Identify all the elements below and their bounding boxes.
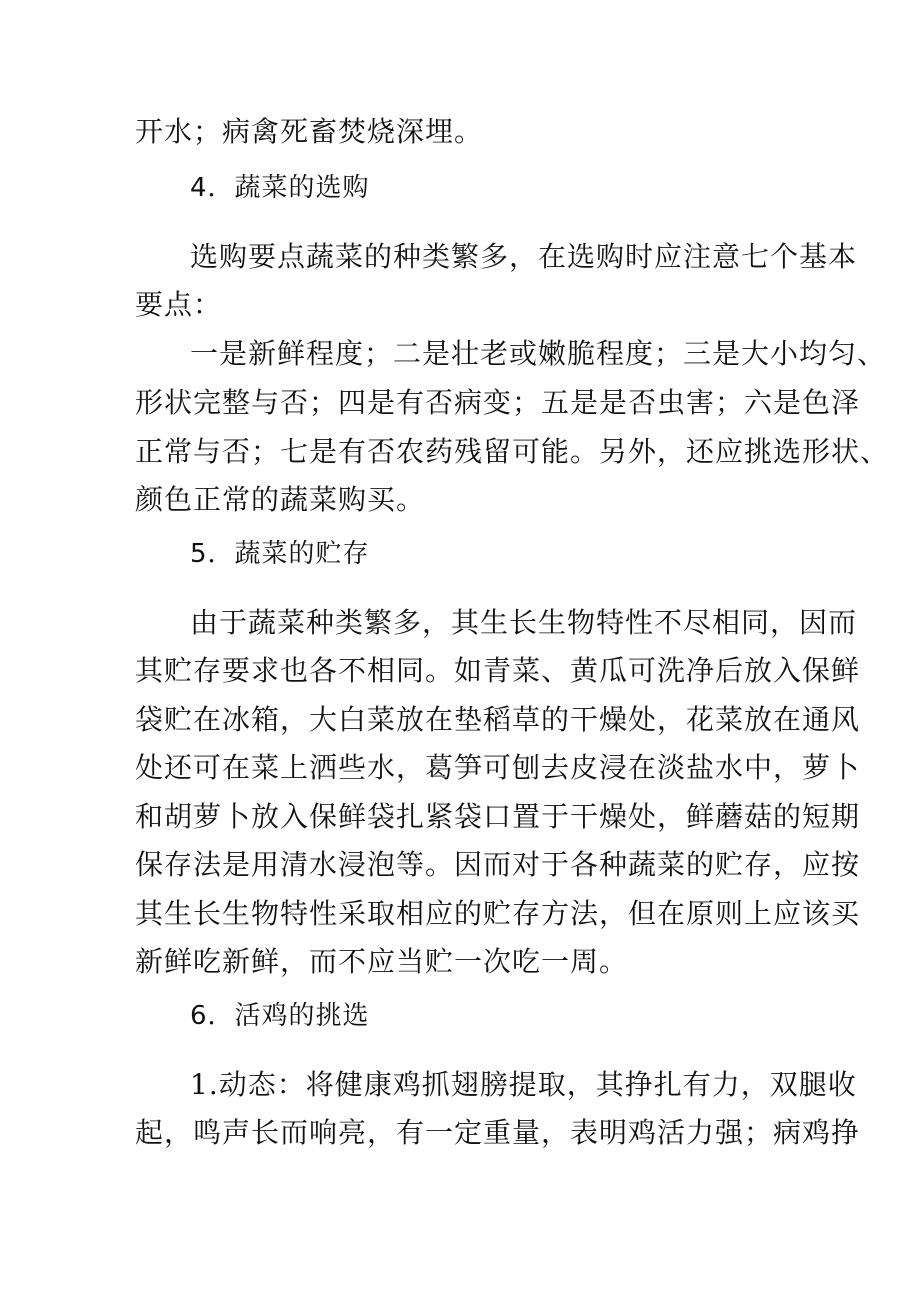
text-line: 其贮存要求也各不相同。如青菜、黄瓜可洗净后放入保鲜: [135, 654, 861, 687]
text-line: 选购要点蔬菜的种类繁多，在选购时应注意七个基本: [190, 240, 858, 273]
text-line: 起，鸣声长而响亮，有一定重量，表明鸡活力强；病鸡挣: [135, 1116, 861, 1149]
text-line: 新鲜吃新鲜，而不应当贮一次吃一周。: [135, 945, 629, 978]
text-line: 处还可在菜上洒些水，葛笋可刨去皮浸在淡盐水中，萝卜: [135, 751, 861, 784]
text-line: 袋贮在冰箱，大白菜放在垫稻草的干燥处，花菜放在通风: [135, 703, 861, 736]
text-line: 1.动态：将健康鸡抓翅膀提取，其挣扎有力，双腿收: [190, 1068, 857, 1101]
text-line: 保存法是用清水浸泡等。因而对于各种蔬菜的贮存，应按: [135, 848, 861, 881]
text-line: 和胡萝卜放入保鲜袋扎紧袋口置于干燥处，鲜蘑菇的短期: [135, 800, 861, 833]
section-heading-5: 5．蔬菜的贮存: [190, 539, 370, 569]
section-heading-4: 4．蔬菜的选购: [190, 173, 370, 203]
section-heading-6: 6．活鸡的挑选: [190, 1001, 370, 1031]
text-line: 开水；病禽死畜焚烧深埋。: [135, 115, 484, 148]
text-line: 颜色正常的蔬菜购买。: [135, 483, 426, 516]
text-line: 正常与否；七是有否农药残留可能。另外，还应挑选形状、: [135, 435, 890, 468]
text-line: 其生长生物特性采取相应的贮存方法，但在原则上应该买: [135, 897, 861, 930]
text-line: 要点：: [135, 288, 223, 321]
text-line: 由于蔬菜种类繁多，其生长生物特性不尽相同，因而: [190, 606, 858, 639]
text-line: 一是新鲜程度；二是壮老或嫩脆程度；三是大小均匀、: [190, 337, 887, 370]
text-line: 形状完整与否；四是有否病变；五是是否虫害；六是色泽: [135, 386, 861, 419]
